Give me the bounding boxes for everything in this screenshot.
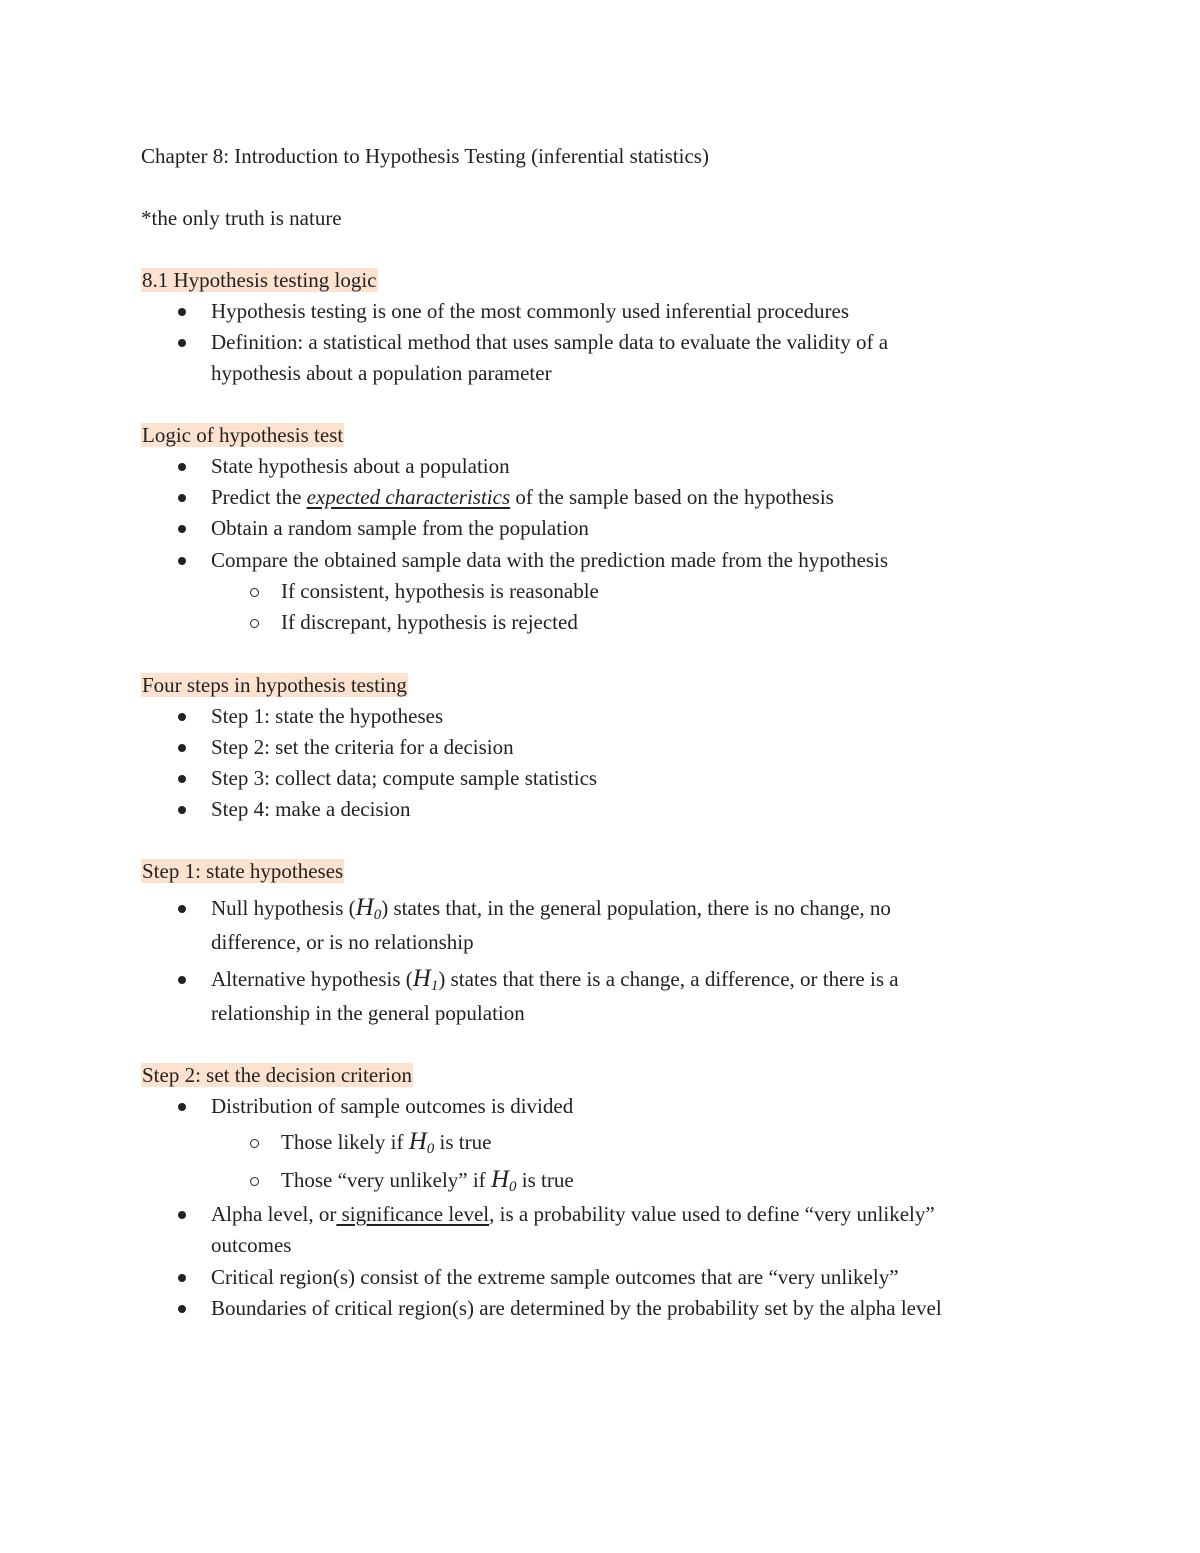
list-item: Null hypothesis $(H_0)$ states that, in the general population, there is no change, no	[211, 894, 891, 923]
bullet-circle-icon	[250, 1177, 259, 1186]
null-hypothesis-symbol: $H_0$	[355, 894, 382, 923]
section-heading-step1: Step 1: state hypotheses	[142, 859, 344, 883]
list-item: Step 1: state the hypotheses	[211, 704, 444, 728]
bullet-dot-icon	[178, 905, 186, 913]
list-item-continuation: difference, or is no relationship	[211, 930, 474, 954]
bullet-dot-icon	[178, 308, 186, 316]
document-title: Chapter 8: Introduction to Hypothesis Testing (inferential statistics)	[141, 144, 709, 168]
section-heading-step2: Step 2: set the decision criterion	[142, 1063, 413, 1087]
sub-list-item: If discrepant, hypothesis is rejected	[281, 610, 578, 634]
expected-characteristics-term: expected characteristics	[306, 485, 511, 509]
bullet-circle-icon	[250, 619, 259, 628]
bullet-dot-icon	[178, 494, 186, 502]
section-heading-hypothesis-logic: 8.1 Hypothesis testing logic	[142, 268, 377, 292]
list-item: Predict the expected characteristics of the sample based on the hypothesis	[211, 485, 834, 509]
list-item: Distribution of sample outcomes is divided	[211, 1094, 574, 1118]
bullet-dot-icon	[178, 806, 186, 814]
list-item: Hypothesis testing is one of the most commonly used inferential procedures	[211, 299, 850, 323]
list-item-continuation: hypothesis about a population parameter	[211, 361, 552, 385]
bullet-dot-icon	[178, 1103, 186, 1111]
list-item-continuation: relationship in the general population	[211, 1001, 525, 1025]
list-item: Definition: a statistical method that uses sample data to evaluate the validity of a	[211, 330, 889, 354]
bullet-dot-icon	[178, 744, 186, 752]
list-item: Step 3: collect data; compute sample statistics	[211, 766, 598, 790]
section-heading-logic-test: Logic of hypothesis test	[142, 423, 344, 447]
list-item: Obtain a random sample from the population	[211, 516, 589, 540]
list-item: Step 2: set the criteria for a decision	[211, 735, 514, 759]
null-hypothesis-symbol: $H_0$	[408, 1128, 435, 1157]
bullet-dot-icon	[178, 775, 186, 783]
alternative-hypothesis-symbol: $H_1$	[412, 965, 439, 994]
list-item: Boundaries of critical region(s) are determined by the probability set by the alpha level	[211, 1296, 942, 1320]
bullet-dot-icon	[178, 557, 186, 565]
bullet-circle-icon	[250, 1139, 259, 1148]
list-item-continuation: outcomes	[211, 1233, 292, 1257]
significance-level-term: significance level	[336, 1202, 490, 1226]
bullet-dot-icon	[178, 463, 186, 471]
list-item: Alternative hypothesis $(H_1)$ states that there is a change, a difference, or there is a	[211, 965, 899, 994]
list-item: Critical region(s) consist of the extreme sample outcomes that are “very unlikely”	[211, 1265, 899, 1289]
sub-list-item: If consistent, hypothesis is reasonable	[281, 579, 599, 603]
sub-list-item: Those likely if $H_0$ is true	[281, 1128, 492, 1157]
list-item: State hypothesis about a population	[211, 454, 510, 478]
bullet-dot-icon	[178, 525, 186, 533]
bullet-dot-icon	[178, 1305, 186, 1313]
list-item: Compare the obtained sample data with the prediction made from the hypothesis	[211, 548, 889, 572]
bullet-dot-icon	[178, 713, 186, 721]
bullet-circle-icon	[250, 588, 259, 597]
null-hypothesis-symbol: $H_0$	[490, 1166, 517, 1195]
note-line: *the only truth is nature	[141, 206, 342, 230]
bullet-dot-icon	[178, 976, 186, 984]
bullet-dot-icon	[178, 1274, 186, 1282]
sub-list-item: Those “very unlikely” if $H_0$ is true	[281, 1166, 574, 1195]
bullet-dot-icon	[178, 1211, 186, 1219]
list-item: Alpha level, or significance level, is a probability value used to define “very unlikely”	[211, 1202, 935, 1226]
list-item: Step 4: make a decision	[211, 797, 411, 821]
bullet-dot-icon	[178, 339, 186, 347]
section-heading-four-steps: Four steps in hypothesis testing	[142, 673, 407, 697]
